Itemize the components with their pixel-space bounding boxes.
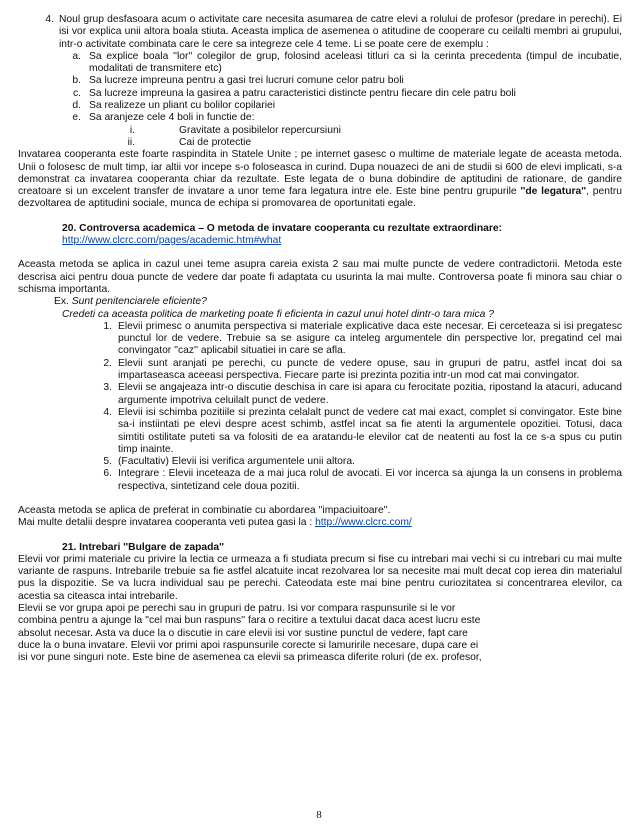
step-number: 3. <box>103 382 112 394</box>
academic-controversy-link[interactable]: http://www.clcrc.com/pages/academic.htm#what <box>62 235 282 247</box>
step-3 <box>96 382 622 407</box>
text-line: duce la o buna invatare. Elevii vor primi apoi raspunsurile corecte si lamuririle necesare, dupa care ei <box>18 639 479 651</box>
roman-text: Cai de protectie <box>179 136 252 148</box>
sub-text: Sa realizeze un pliant cu bolilor copilariei <box>89 100 276 112</box>
paragraph-text-tail: , pentru dezvoltarea de aptitudini sociale, munca de echipa si promovarea de oportunitati egale. <box>18 186 622 210</box>
text-line: combina pentru a ajunge la ''cel mai bun raspuns'' fara o recitire a textului dacat daca acest lucru este <box>18 615 481 627</box>
step-1 <box>96 321 622 358</box>
step-text: Elevii sunt aranjati pe perechi, cu puncte de vedere opuse, sau in grupuri de patru, astfel incat doi sa impartaseasca aceeasi perspectiva. Fiecare parte isi prezinta pozitia intr-un mod cat mai convingator. <box>118 357 622 382</box>
paragraph-preferred-use: Aceasta metoda se aplica de preferat in combinatie cu abordarea ''impaciuitoare''. <box>18 504 391 516</box>
paragraph-more-details <box>18 517 622 529</box>
paragraph-cooperative-learning <box>18 149 622 210</box>
sub-item-d <box>69 100 622 112</box>
roman-item-i <box>121 125 622 137</box>
step-number: 5. <box>103 456 112 468</box>
step-6 <box>96 468 622 493</box>
example-label: Ex. <box>54 296 72 308</box>
bold-term: ''de legatura'' <box>520 186 587 198</box>
more-details-text: Mai multe detalii despre invatarea cooperanta veti putea gasi la : <box>18 517 316 529</box>
spacer <box>18 530 622 542</box>
list-number: 4. <box>45 14 54 25</box>
step-number: 4. <box>103 406 112 418</box>
sub-letter: e. <box>72 112 81 124</box>
step-4 <box>96 407 622 456</box>
text-line: Elevii se vor grupa apoi pe perechi sau in grupuri de patru. Isi vor compara raspunsurile si le vor <box>18 603 456 615</box>
sub-text: Sa lucreze impreuna pentru a gasi trei lucruri comune celor patru boli <box>89 75 404 87</box>
sub-item-e <box>69 112 622 124</box>
section-heading-20: 20. Controversa academica – O metoda de invatare cooperanta cu rezultate extraordinare: <box>62 222 503 234</box>
paragraph-grouping <box>18 603 622 664</box>
list-item-4 <box>38 14 622 51</box>
step-5 <box>96 456 622 468</box>
example-question-2: Credeti ca aceasta politica de marketing poate fi eficienta in cazul unui hotel dintr-o tara mica ? <box>62 308 494 320</box>
step-text: Elevii isi schimba pozitiile si prezinta celalalt punct de vedere cat mai exact, complet si convingator. Este bine sa-i instiintati pe elevi despre acest schimb, astfel incat sa fie atenti la argumentele opozitiei. Totusi, daca simtiti ostilitate puteti sa va folositi de ea aratandu-le elevilor cat de neatenti au fost la ce s-a spus cu putin timp inainte. <box>118 406 622 455</box>
step-text: Elevii primesc o anumita perspectiva si materiale explicative daca este necesar. Ei cerceteaza si isi pregatesc punctul lor de vedere. Trebuie sa se asigure ca inteleg argumentele din perspective lor, pregatind cel mai convingator ''caz'' aplicabil situatiei in care se afla. <box>118 320 622 357</box>
example-line <box>54 296 622 308</box>
text-line: isi vor pune singuri note. Este bine de asemenea ca elevii sa primeasca diferite roluri (de ex. profesor, <box>18 652 482 664</box>
step-number: 2. <box>103 357 112 369</box>
page-number: 8 <box>316 809 322 821</box>
spacer <box>18 493 622 505</box>
sub-item-c <box>69 88 622 100</box>
sub-text: Sa aranjeze cele 4 boli in functie de: <box>89 112 255 124</box>
sub-letter: b. <box>72 75 81 87</box>
roman-number: i. <box>129 124 135 136</box>
step-text: Elevii se angajeaza intr-o discutie deschisa in care isi apara cu ferocitate pozitia, ripostand la atacuri, aducand argumente impotriva celuilalt punct de vedere. <box>118 382 622 406</box>
spacer <box>18 247 622 259</box>
spacer <box>18 211 622 223</box>
clcrc-link[interactable]: http://www.clcrc.com/ <box>315 517 412 529</box>
list-text: Noul grup desfasoara acum o activitate care necesita asumarea de catre elevi a rolului de profesor (predare in perechi). Ei isi vor explica unii altora boala stiuta. Aceasta implica de asemenea o atitudine de cooperare cu ceilalti membri ai grupului, intr-o activitate combinata care le cere sa integreze cele 4 teme. Li se poate cere de exemplu : <box>59 14 622 50</box>
sub-letter: d. <box>72 100 81 112</box>
paragraph-snowball-questions: Elevii vor primi materiale cu privire la lectia ce urmeaza a fi studiata precum si fise cu intrebari mai vechi si cu intrebari cu mai multe variante de raspuns. Intrebarile trebuie sa fie astfel alcatuite incat rezolvarea lor sa necesite mai mult decat cop ierea din materialul pus la dispozitie. Se va lucra individual sau pe perechi. Cateodata este mai bine pentru curiozitatea si concentrarea elevilor, ca acestia sa citeasca intai intrebarile. <box>18 553 622 602</box>
roman-item-ii <box>121 137 622 149</box>
paragraph-method-description: Aceasta metoda se aplica in cazul unei teme asupra careia exista 2 sau mai multe puncte de vedere contradictorii. Metoda este descrisa aici pentru doua puncte de vedere dar poate fi adaptata cu usurinta la mai multe. Controversa poate fi minora sau chiar o schisma importanta. <box>18 259 622 295</box>
document-page <box>18 14 622 665</box>
text-line: absolut necesar. Asta va duce la o discutie in care elevii isi vor sustine punctul de vedere, fapt care <box>18 627 468 639</box>
step-text: (Facultativ) Elevii isi verifica argumentele unii altora. <box>118 456 355 468</box>
roman-number: ii. <box>127 136 135 148</box>
sub-item-a <box>69 51 622 76</box>
sub-item-b <box>69 75 622 87</box>
example-question-1: Sunt penitenciarele eficiente? <box>71 296 207 308</box>
roman-text: Gravitate a posibilelor repercursiuni <box>179 124 341 136</box>
step-number: 6. <box>103 468 112 480</box>
section-heading-21: 21. Intrebari ''Bulgare de zapada'' <box>62 541 225 553</box>
sub-text: Sa explice boala ''lor'' colegilor de grup, folosind aceleasi titluri ca si la cerinta precedenta (timpul de incubatie, modalitati de transmitere etc) <box>89 50 622 75</box>
step-2 <box>96 358 622 383</box>
sub-text: Sa lucreze impreuna la gasirea a patru caracteristici distincte pentru fiecare din cele patru boli <box>89 87 516 99</box>
sub-letter: c. <box>72 87 81 99</box>
sub-letter: a. <box>72 50 81 62</box>
link-line <box>62 235 622 247</box>
step-text: Integrare : Elevii inceteaza de a mai juca rolul de avocati. Ei vor incerca sa ajunga la un consens in problema respectiva, sintetizand cele doua pozitii. <box>118 468 622 492</box>
paragraph-text: Invatarea cooperanta este foarte raspindita in Statele Unite ; pe internet gasesc o multime de materiale legate de aceasta metoda. Unii o folosesc de mult timp, iar altii vor incepe s-o foloseasca in curind. Dupa nouazeci de ani de studii si 600 de elevi implicati, s-a demonstrat ca invatarea cooperanta chiar da rezultate. Este legata de o buna dobindire de aptitudini de rationare, de gandire creatoare si un excelent transfer de invatare a unor teme fara legatura intre ele. Este bine pentru grupurile <box>18 149 622 198</box>
step-number: 1. <box>103 320 112 332</box>
